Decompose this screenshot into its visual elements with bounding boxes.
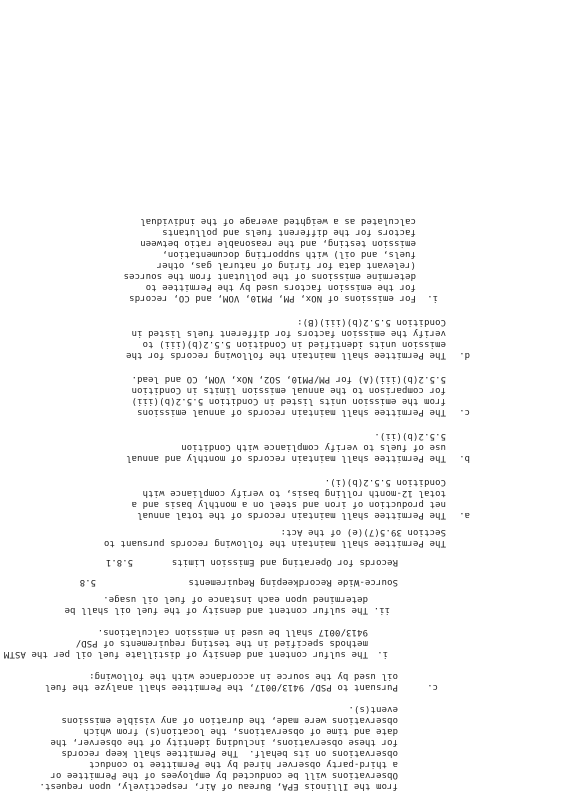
text-line: The sulfur content and density of distillate fuel oil per the ASTM	[3, 649, 368, 659]
text-line: event(s).	[348, 704, 398, 714]
text-line: Condition 5.5.2(b)(iii)(B):	[297, 317, 446, 327]
text-line: The Permittee shall maintain records of monthly and annual	[125, 453, 446, 463]
item-label: b.	[459, 453, 470, 463]
text-line: The sulfur content and density of the fuel oil shall be	[64, 605, 368, 615]
text-line: methods specified in the testing requirements of PSD/	[75, 638, 368, 648]
subsection-title: Records for Operating and Emission Limits	[171, 557, 398, 567]
section-title: Source-Wide Recordkeeping Requirements	[188, 577, 398, 587]
text-line: determined upon each instance of fuel oil usage.	[103, 594, 368, 604]
text-line: emission units identified in Condition 5.5.2(b)(iii) to	[142, 339, 446, 349]
text-line: total 12-month rolling basis, to verify compliance with	[142, 488, 446, 498]
text-line: observations were made, the duration of any visible emissions	[61, 715, 398, 725]
text-line: Condition 5.5.2(b)(i).	[324, 477, 446, 487]
item-label: ii.	[373, 605, 390, 615]
text-line: for the emission factors used by the Permittee to	[145, 282, 416, 292]
text-line: for these observations, including identity of the observer, the	[50, 737, 398, 747]
text-line: For emissions of NOx, PM, PM10, VOM, and CO, records	[129, 293, 416, 303]
text-line: verify the emission factors for different fuels listed in	[131, 328, 446, 338]
text-line: 5.5.2(b)(ii).	[374, 431, 446, 441]
text-line: determine emissions of the pollutant from the sources	[123, 271, 416, 281]
text-line: observations on its behalf. The Permittee shall keep records	[61, 748, 398, 758]
item-label: i.	[427, 293, 438, 303]
text-line: The Permittee shall maintain the following records pursuant to	[103, 538, 446, 548]
text-line: The Permittee shall maintain records of annual emissions	[136, 407, 446, 417]
text-line: The Permittee shall maintain records of the total annual	[136, 510, 446, 520]
text-line: emission testing, and the reasonable ratio between	[140, 238, 416, 248]
item-label: i.	[377, 649, 388, 659]
text-line: a third-party observer hired by the Permittee to conduct	[88, 759, 398, 769]
item-label: a.	[459, 510, 470, 520]
text-line: fuels, and oil) with supporting documentation,	[162, 249, 416, 259]
text-line: from the Illinois EPA, Bureau of Air, respectively, upon request.	[39, 781, 398, 791]
item-label: c.	[459, 407, 470, 417]
text-line: for comparison to the annual emission limits in Condition	[131, 385, 446, 395]
section-number: 5.8	[79, 577, 96, 587]
text-line: use of fuels to verify compliance with Condition	[181, 442, 446, 452]
text-line: from the emission units listed in Condition 5.5.2(b)(iii)	[131, 396, 446, 406]
text-line: 5.5.2(b)(iii)(A) for PM/PM10, SO2, NOx, VOM, CO and lead.	[131, 374, 446, 384]
text-line: 9413/0017 shall be used in emission calculations.	[97, 627, 368, 637]
subsection-number: 5.8.1	[105, 557, 133, 567]
text-line: oil used by the source in accordance with the following:	[88, 671, 398, 681]
item-label: c.	[427, 682, 438, 692]
text-line: The Permittee shall maintain the following records for the	[125, 350, 446, 360]
text-line: Observations will be conducted by employees of the Permittee or	[50, 770, 398, 780]
text-line: factors for the different fuels and pollutants	[162, 227, 416, 237]
text-line: Section 39.5(7)(e) of the Act:	[280, 527, 446, 537]
text-line: date and time of observations, the location(s) from which	[83, 726, 398, 736]
text-line: (relevant data for firing of natural gas, other	[156, 260, 416, 270]
text-line: net production of iron and steel on a monthly basis and a	[131, 499, 446, 509]
item-label: d.	[459, 350, 470, 360]
text-line: calculated as a weighted average of the individual	[140, 216, 416, 226]
text-line: Pursuant to PSD/ 9413/0017, the Permittee shall analyze the fuel	[44, 682, 398, 692]
